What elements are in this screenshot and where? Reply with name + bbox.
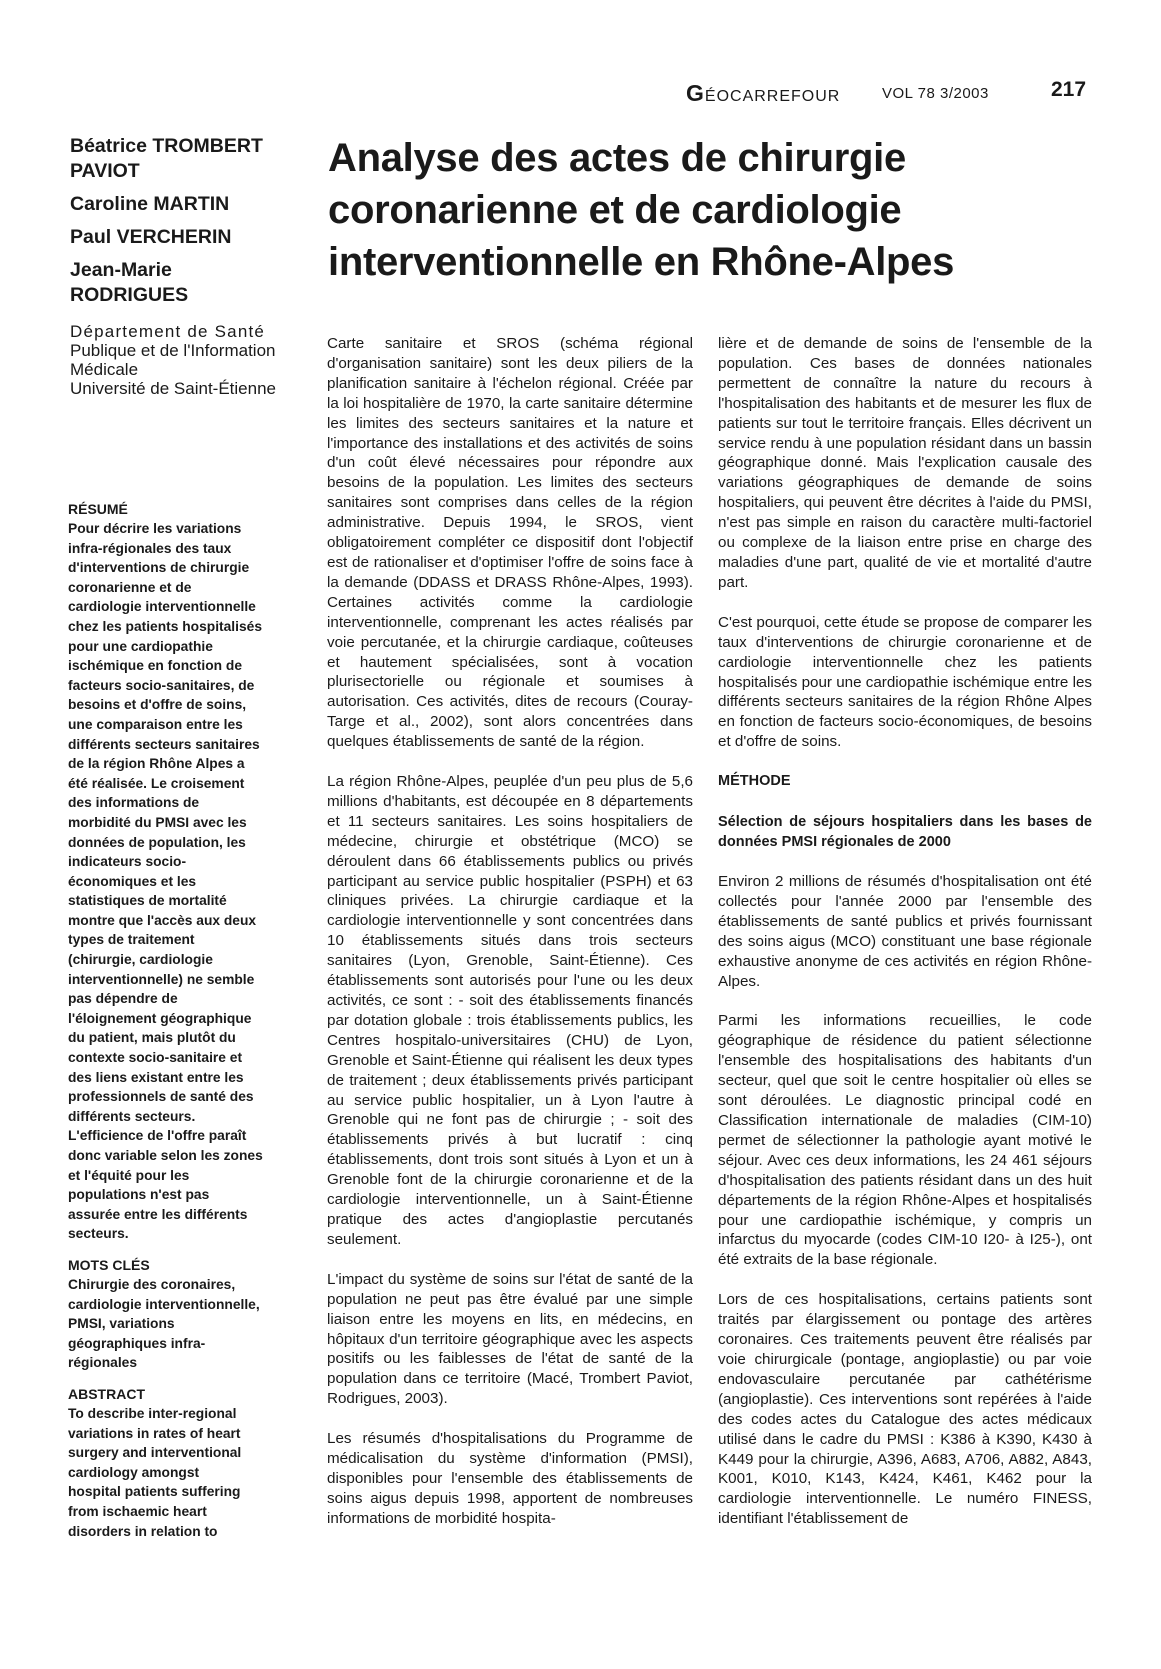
resume-line: et l'équité pour les	[68, 1167, 190, 1183]
resume-line: du patient, mais plutôt du	[68, 1030, 236, 1046]
resume-line: données de population, les	[68, 834, 246, 850]
author-name: Jean-Marie RODRIGUES	[70, 259, 189, 306]
resume-line: indicateurs socio-	[68, 854, 187, 870]
paragraph: Les résumés d'hospitalisations du Programme de médicalisation du système d'information (PMSI), disponibles pour l'ensemble des établissements de soins aigus depuis 1998, apportent de nombreuses informations de morbidité hospita-	[327, 1430, 693, 1527]
resume-line: infra-régionales des taux	[68, 540, 232, 556]
abstract-line: from ischaemic heart	[68, 1503, 207, 1519]
resume-line: populations n'est pas	[68, 1187, 210, 1203]
author-name: Caroline MARTIN	[70, 193, 230, 215]
keywords-text	[68, 1275, 293, 1373]
sidebar-summary	[68, 500, 293, 1553]
resume-line: assurée entre les différents	[68, 1206, 248, 1222]
resume-line: été réalisée. Le croisement	[68, 775, 245, 791]
running-header	[686, 78, 1096, 108]
mots_cles-line: Chirurgie des coronaires,	[68, 1276, 236, 1292]
resume-line: (chirurgie, cardiologie	[68, 952, 213, 968]
paragraph: Carte sanitaire et SROS (schéma régional d'organisation sanitaire) sont les deux piliers de la planification sanitaire à l'échelon régional. Créée par la loi hospitalière de 1970, la carte sanitaire détermine les limites des secteurs sanitaires et la nature et l'importance des installations et des activités de soins d'un coût élevé nécessaires pour répondre aux besoins de la population. Les limites des secteurs sanitaires sont comprises dans celles de la région administrative. Depuis 1994, le SROS, vient obligatoirement compléter ce dispositif dont l'objectif est de rationaliser et d'optimiser l'offre de soins face à la demande (DDASS et DRASS Rhône-Alpes, 1993). Certaines activités comme la cardiologie interventionnelle, comprenant les actes réalisés par voie percutanée, et la chirurgie cardiaque, coûteuses et hautement spécialisées, sont à vocation plurisectorielle ou régionale et soumises à autorisation. Ces activités, dites de recours (Couray-Targe et al., 2002), sont alors concentrées dans quelques établissements de santé de la région.	[327, 335, 693, 751]
resume-line: Pour décrire les variations	[68, 521, 242, 536]
resume-line: morbidité du PMSI avec les	[68, 814, 247, 830]
mots_cles-line: régionales	[68, 1355, 138, 1371]
resume-line: professionnels de santé des	[68, 1089, 254, 1105]
resume-line: ischémique en fonction de	[68, 658, 243, 674]
resume-line: de la région Rhône Alpes a	[68, 756, 245, 772]
keywords-heading: MOTS CLÉS	[68, 1256, 150, 1273]
author-name: Paul VERCHERIN	[70, 226, 232, 248]
resume-text	[68, 519, 293, 1244]
volume-info: VOL 78 3/2003	[882, 85, 989, 102]
subsection-heading: Sélection de séjours hospitaliers dans les bases de données PMSI régionales de 2000	[718, 814, 1092, 851]
resume-line: types de traitement	[68, 932, 195, 948]
abstract-line: variations in rates of heart	[68, 1425, 241, 1441]
abstract-line: cardiology amongst	[68, 1464, 200, 1480]
abstract-line: surgery and interventional	[68, 1445, 242, 1461]
resume-line: des informations de	[68, 795, 200, 811]
resume-line: besoins et d'offre de soins,	[68, 697, 247, 713]
resume-heading: RÉSUMÉ	[68, 501, 128, 517]
body-column-2	[718, 334, 1092, 1549]
resume-line: montre que l'accès aux deux	[68, 912, 257, 928]
abstract-text	[68, 1404, 293, 1541]
resume-line: L'efficience de l'offre paraît	[68, 1128, 247, 1144]
abstract-line: hospital patients suffering	[68, 1484, 241, 1500]
mots_cles-line: cardiologie interventionnelle,	[68, 1296, 260, 1312]
resume-line: des liens existant entre les	[68, 1069, 244, 1085]
paragraph: Environ 2 millions de résumés d'hospitalisation ont été collectés pour l'année 2000 par l'ensemble des établissements de santé publics et privés fournissant des soins aigus (MCO) constituant une base régionale exhaustive anonyme de ces activités en région Rhône-Alpes.	[718, 873, 1092, 990]
abstract-line: disorders in relation to	[68, 1523, 218, 1539]
page-number: 217	[1051, 78, 1087, 101]
section-heading: MÉTHODE	[718, 773, 791, 790]
mots_cles-line: géographiques infra-	[68, 1335, 206, 1351]
abstract-heading: ABSTRACT	[68, 1385, 145, 1402]
resume-line: chez les patients hospitalisés	[68, 618, 262, 634]
article-title: Analyse des actes de chirurgie coronarienne et de cardiologie interventionnelle en Rhône-Alpes	[328, 136, 955, 284]
resume-line: statistiques de mortalité	[68, 893, 227, 909]
resume-line: coronarienne et de	[68, 579, 192, 595]
resume-line: d'interventions de chirurgie	[68, 560, 250, 576]
resume-line: économiques et les	[68, 873, 197, 889]
paragraph: lière et de demande de soins de l'ensemble de la population. Ces bases de données nationales permettent de connaître la nature du recours à l'hospitalisation des habitants et de mesurer les flux de patients sur tout le territoire français. Elles décrivent un service rendu à une population résidant dans un bassin géographique donné. Mais l'explication causale des variations géographiques de demande de soins hospitaliers, qui peuvent être décrites à l'aide du PMSI, n'est pas simple en raison du caractère multi-factoriel ou complexe de la liaison entre prise en charge des maladies d'une part, qualité de vie et mortalité d'autre part.	[718, 335, 1092, 591]
resume-line: facteurs socio-sanitaires, de	[68, 677, 255, 693]
resume-line: l'éloignement géographique	[68, 1010, 252, 1026]
resume-line: pour une cardiopathie	[68, 638, 213, 654]
resume-line: différents secteurs.	[68, 1108, 196, 1124]
resume-line: interventionnelle) ne semble	[68, 971, 255, 987]
resume-line: cardiologie interventionnelle	[68, 599, 256, 615]
paragraph: C'est pourquoi, cette étude se propose de comparer les taux d'interventions de chirurgie coronarienne et de cardiologie interventionnelle chez les patients hospitalisés pour une cardiopathie ischémique entre les différents secteurs sanitaires de la région Rhône Alpes en fonction de facteurs socio-économiques, de besoins et d'offre de soins.	[718, 613, 1093, 751]
author-block	[70, 134, 290, 398]
resume-line: donc variable selon les zones	[68, 1148, 263, 1163]
journal-name: GÉOCARREFOUR	[686, 80, 841, 106]
paragraph: La région Rhône-Alpes, peuplée d'un peu plus de 5,6 millions d'habitants, est découpée en 8 départements et 11 secteurs sanitaires. Les soins hospitaliers de médecine, chirurgie et obstétrique (MCO) se déroulent dans 66 établissements publics ou privés participant au service public hospitalier (PSPH) et 63 cliniques privées. La chirurgie cardiaque et la cardiologie interventionnelle y sont concentrées dans 10 établissements situés dans trois secteurs sanitaires (Lyon, Grenoble, Saint-Étienne). Ces établissements sont autorisés pour l'une ou les deux activités, ce sont : - soit des établissements financés par dotation globale : trois établissements publics, les Centres hospitalo-universitaires (CHU) de Lyon, Grenoble et Saint-Étienne qui réalisent les deux types de traitement ; deux établissements privés participant au service public hospitalier, un à Lyon l'autre à Grenoble qui ne font pas de chirurgie ; - soit des établissements privés à but lucratif : cinq établissements, dont trois sont situés à Lyon et un à Grenoble font de la chirurgie coronarienne et de la cardiologie interventionnelle, un à Saint-Étienne pratique des actes d'angioplastie percutanés seulement.	[327, 773, 693, 1248]
paragraph: Parmi les informations recueillies, le code géographique de résidence du patient sélectionne l'ensemble des hospitalisations des habitants d'un secteur, quel que soit le centre hospitalier où elles se sont déroulées. Le diagnostic principal codé en Classification internationale de maladies (CIM-10) permet de sélectionner la pathologie ayant motivé le séjour. Avec ces deux informations, les 24 461 séjours d'hospitalisation des patients résidant dans un des huit départements de la région Rhône-Alpes et hospitalisés pour une cardiopathie ischémique, y compris un infarctus du myocarde (codes CIM-10 I20- à I25-), ont été extraits de la base régionale.	[718, 1012, 1092, 1269]
affiliation: Département de Santé Publique et de l'Information Médicale Université de Saint-Étienne	[70, 322, 277, 398]
resume-line: différents secteurs sanitaires	[68, 736, 260, 752]
paragraph: L'impact du système de soins sur l'état de santé de la population ne peut pas être évalué par une simple liaison entre les moyens en lits, en médecins, en hôpitaux d'un territoire géographique avec les aspects positifs ou les faiblesses de l'état de santé de la population dans ce territoire (Macé, Trombert Paviot, Rodrigues, 2003).	[327, 1270, 693, 1408]
body-column-1	[327, 334, 693, 1549]
resume-line: pas dépendre de	[68, 991, 178, 1007]
author-name: Béatrice TROMBERT PAVIOT	[70, 135, 263, 182]
mots_cles-line: PMSI, variations	[68, 1316, 175, 1332]
paragraph: Lors de ces hospitalisations, certains patients sont traités par élargissement ou pontage des artères coronaires. Ces traitements peuvent être réalisés par voie chirurgicale (pontage, angioplastie) ou par voie endovasculaire percutanée par cathétérisme (angioplastie). Ces interventions sont repérées à l'aide des codes actes du Catalogue des actes médicaux utilisé dans le cadre du PMSI : K386 à K390, K430 à K449 pour la chirurgie, A396, A683, A706, A882, A843, K001, K010, K143, K424, K461, K462 pour la cardiologie interventionnelle. Le numéro FINESS, identifiant l'établissement de	[718, 1291, 1092, 1528]
resume-line: contexte socio-sanitaire et	[68, 1050, 243, 1066]
resume-line: une comparaison entre les	[68, 716, 243, 732]
resume-line: secteurs.	[68, 1226, 129, 1242]
abstract-line: To describe inter-regional	[68, 1405, 237, 1421]
